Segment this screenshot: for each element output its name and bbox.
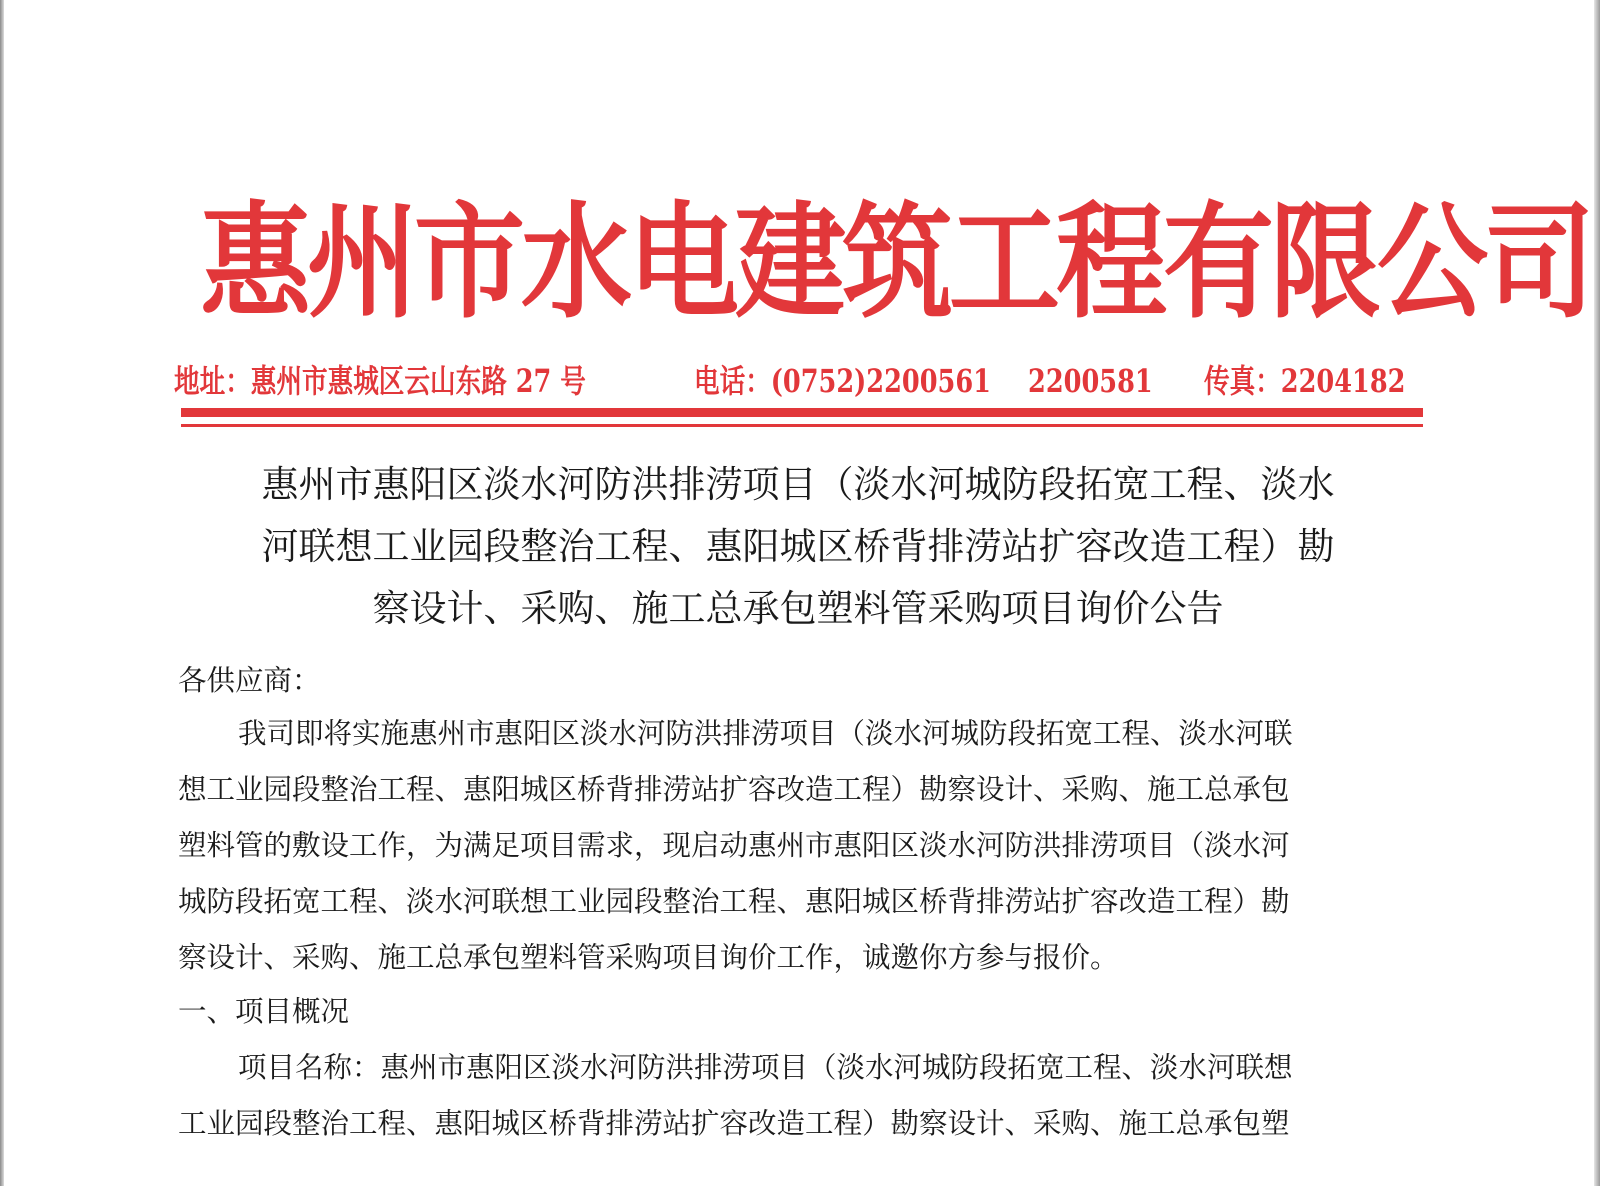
- letterhead-phone-2: 2200581: [1028, 362, 1153, 400]
- scan-edge-left: [0, 0, 4, 1186]
- paragraph-line: 工业园段整治工程、惠阳城区桥背排涝站扩容改造工程）勘察设计、采购、施工总承包塑: [178, 1107, 1290, 1140]
- letterhead-phone: 电话：(0752)2200561: [694, 362, 991, 400]
- document-title: [178, 454, 1418, 640]
- paragraph-line: 项目名称：惠州市惠阳区淡水河防洪排涝项目（淡水河城防段拓宽工程、淡水河联想: [238, 1051, 1293, 1084]
- paragraph-line: 塑料管的敷设工作，为满足项目需求，现启动惠州市惠阳区淡水河防洪排涝项目（淡水河: [178, 829, 1290, 862]
- paragraph-line: 我司即将实施惠州市惠阳区淡水河防洪排涝项目（淡水河城防段拓宽工程、淡水河联: [238, 717, 1293, 750]
- salutation: 各供应商：: [178, 664, 321, 697]
- letterhead-contact-line: [174, 356, 1434, 406]
- scan-edge-right: [1594, 0, 1600, 1186]
- intro-paragraph: [178, 706, 1418, 986]
- section-heading: 一、项目概况: [178, 995, 350, 1028]
- document-title-line: 河联想工业园段整治工程、惠阳城区桥背排涝站扩容改造工程）勘: [261, 525, 1335, 568]
- document-title-line: 察设计、采购、施工总承包塑料管采购项目询价公告: [372, 587, 1224, 630]
- paragraph-line: 想工业园段整治工程、惠阳城区桥背排涝站扩容改造工程）勘察设计、采购、施工总承包: [178, 773, 1290, 806]
- letterhead-rule-thick: [181, 408, 1423, 417]
- letterhead-company-name: 惠州市水电建筑工程有限公司: [200, 190, 1592, 336]
- letterhead-rule-thin: [181, 424, 1423, 427]
- letterhead-fax: 传真：2204182: [1204, 362, 1406, 400]
- paragraph-line: 察设计、采购、施工总承包塑料管采购项目询价工作，诚邀你方参与报价。: [178, 941, 1119, 974]
- section-paragraph: [178, 1040, 1418, 1152]
- document-title-line: 惠州市惠阳区淡水河防洪排涝项目（淡水河城防段拓宽工程、淡水: [261, 463, 1335, 506]
- paragraph-line: 城防段拓宽工程、淡水河联想工业园段整治工程、惠阳城区桥背排涝站扩容改造工程）勘: [178, 885, 1290, 918]
- letterhead-address: 地址：惠州市惠城区云山东路 27 号: [174, 362, 586, 400]
